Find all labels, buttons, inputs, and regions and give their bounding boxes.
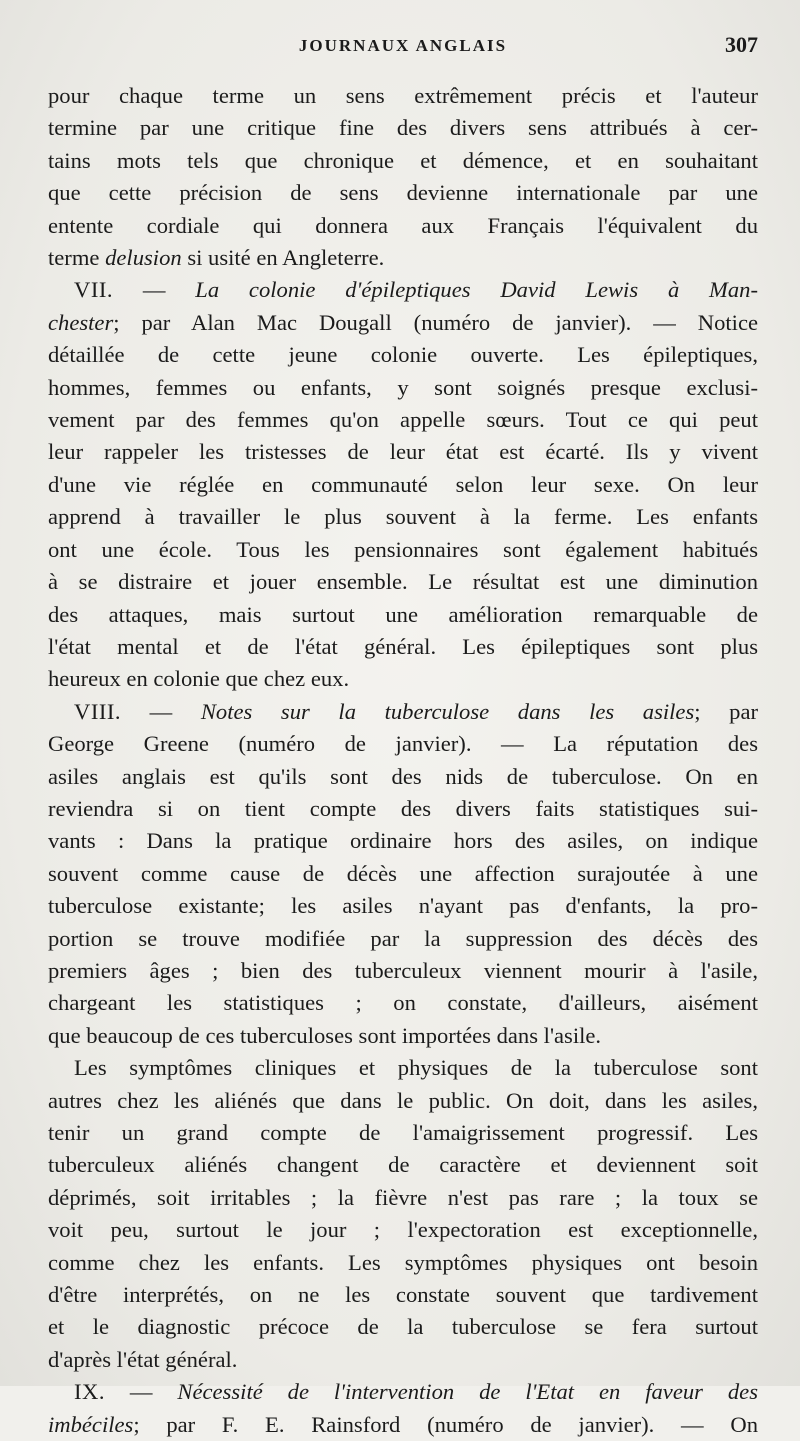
text-line: comme chez les enfants. Les symptômes physiques ont besoin [48, 1249, 758, 1275]
text-line: hommes, femmes ou enfants, y sont soignés presque exclusi- [48, 374, 758, 400]
text-line: détaillée de cette jeune colonie ouverte. Les épileptiques, [48, 342, 758, 368]
text-fragment: si usité en Angleterre. [181, 245, 385, 271]
running-title: JOURNAUX ANGLAIS [298, 36, 508, 55]
text-line: tenir un grand compte de l'amaigrissement progressif. Les [48, 1120, 758, 1145]
text-line: autres chez les aliénés que dans le public. On doit, dans les asiles, [48, 1087, 758, 1113]
section-vii [48, 274, 758, 695]
text-fragment: ; par F. E. Rainsford (numéro de janvier). — On [133, 1411, 758, 1437]
section-heading-line [48, 1376, 758, 1408]
text-line: pour chaque terme un sens extrêmement précis et l'auteur [48, 83, 758, 108]
text-line: à se distraire et jouer ensemble. Le résultat est une diminution [48, 569, 758, 595]
dash: — [113, 277, 196, 303]
article-title: chester [48, 309, 114, 335]
dash: — [105, 1379, 178, 1405]
section-number: IX. [74, 1379, 105, 1405]
body-text [48, 80, 758, 1441]
article-title: imbéciles [48, 1411, 134, 1437]
text-line: que cette précision de sens devienne internationale par une [48, 180, 758, 206]
text-line: entente cordiale qui donnera aux Français l'équivalent du [48, 212, 758, 238]
text-line: apprend à travailler le plus souvent à la ferme. Les enfants [48, 504, 758, 530]
text-line [48, 242, 758, 274]
text-line: d'être interprétés, on ne les constate souvent que tardivement [48, 1282, 758, 1308]
text-line: portion se trouve modifiée par la suppression des décès des [48, 925, 758, 951]
text-line: souvent comme cause de décès une affection surajoutée à une [48, 860, 758, 886]
text-line: l'état mental et de l'état général. Les épileptiques sont plus [48, 633, 758, 659]
text-line: asiles anglais est qu'ils sont des nids de tuberculose. On en [48, 763, 758, 789]
section-number: VII. [74, 277, 114, 303]
text-line: Les symptômes cliniques et physiques de la tuberculose sont [74, 1055, 758, 1081]
text-fragment: ; par [694, 698, 758, 724]
italic-term: delusion [105, 245, 182, 271]
text-line: et le diagnostic précoce de la tuberculose se fera surtout [48, 1314, 758, 1340]
text-line: leur rappeler les tristesses de leur état est écarté. Ils y vivent [48, 439, 758, 465]
text-line: vement par des femmes qu'on appelle sœurs. Tout ce qui peut [48, 407, 758, 433]
article-title: La colonie d'épileptiques David Lewis à Man- [195, 277, 758, 303]
text-line: heureux en colonie que chez eux. [48, 666, 350, 692]
text-line: tains mots tels que chronique et démence, et en souhaitant [48, 147, 758, 173]
text-line [48, 307, 758, 339]
page-number: 307 [725, 32, 758, 57]
paragraph-symptoms [48, 1052, 758, 1376]
text-line: d'une vie réglée en communauté selon leur sexe. On leur [48, 471, 758, 497]
text-line: voit peu, surtout le jour ; l'expectoration est exceptionnelle, [48, 1217, 758, 1243]
text-line: vants : Dans la pratique ordinaire hors des asiles, on indique [48, 828, 758, 854]
text-line: ont une école. Tous les pensionnaires sont également habitués [48, 536, 758, 562]
text-line: d'après l'état général. [48, 1346, 238, 1372]
text-line: premiers âges ; bien des tuberculeux viennent mourir à l'asile, [48, 957, 758, 983]
text-line: termine par une critique fine des divers sens attribués à cer- [48, 115, 758, 141]
text-fragment: terme [48, 245, 106, 271]
text-line [48, 1409, 758, 1441]
text-fragment: ; par Alan Mac Dougall (numéro de janvier). — Notice [113, 309, 758, 335]
section-heading-line [48, 696, 758, 728]
text-line: déprimés, soit irritables ; la fièvre n'est pas rare ; la toux se [48, 1184, 758, 1210]
article-title: Notes sur la tuberculose dans les asiles [200, 698, 695, 724]
text-line: tuberculose existante; les asiles n'ayant pas d'enfants, la pro- [48, 893, 758, 919]
text-line: que beaucoup de ces tuberculoses sont importées dans l'asile. [48, 1022, 602, 1048]
section-viii [48, 696, 758, 1052]
section-heading-line [48, 274, 758, 306]
text-line: des attaques, mais surtout une amélioration remarquable de [48, 601, 758, 627]
text-line: tuberculeux aliénés changent de caractère et deviennent soit [48, 1152, 758, 1178]
section-number: VIII. [74, 698, 122, 724]
text-line: reviendra si on tient compte des divers faits statistiques sui- [48, 795, 758, 821]
page-header [48, 32, 758, 70]
text-line: George Greene (numéro de janvier). — La réputation des [48, 731, 758, 757]
article-title: Nécessité de l'intervention de l'Etat en faveur des [177, 1379, 758, 1405]
paragraph-intro [48, 80, 758, 274]
text-line: chargeant les statistiques ; on constate, d'ailleurs, aisément [48, 990, 758, 1016]
dash: — [121, 698, 201, 724]
